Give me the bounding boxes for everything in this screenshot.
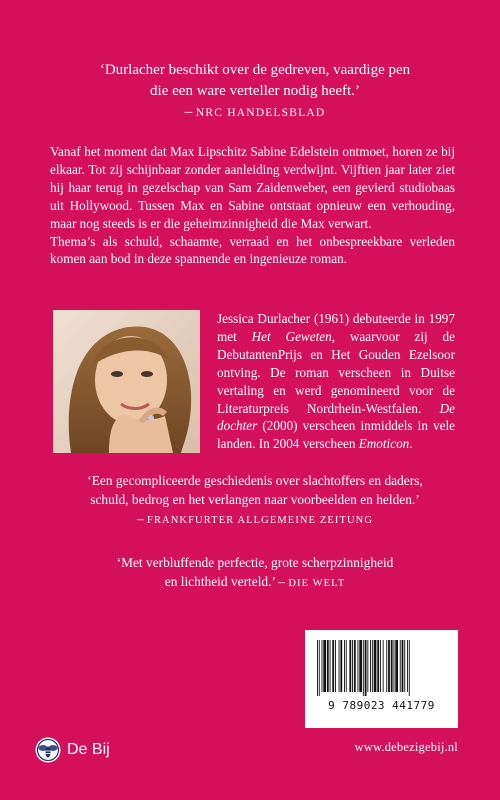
quote-line: ‘Een gecompliceerde geschiedenis over slachtoffers en daders, xyxy=(87,473,423,488)
barcode-bar xyxy=(323,640,326,692)
barcode-bar xyxy=(359,640,362,692)
barcode-bar xyxy=(346,640,347,692)
quote-line: schuld, bedrog en het verlangen naar voorbeelden en helden.’ xyxy=(90,492,420,507)
author-photo xyxy=(53,310,200,453)
quote-line: ‘Met verbluffende perfectie, grote scherpzinnigheid xyxy=(116,555,394,570)
quote-dash: – xyxy=(136,511,147,526)
book-blurb xyxy=(50,143,455,268)
barcode-bar xyxy=(374,640,377,692)
book-title: De dochter xyxy=(217,400,455,434)
barcode-bar xyxy=(402,640,404,692)
barcode-bar xyxy=(372,640,373,692)
book-title: Het Geweten xyxy=(251,328,332,344)
book-title: Emoticon xyxy=(358,436,410,452)
barcode-bar xyxy=(363,640,364,696)
barcode-bar xyxy=(367,640,368,692)
quote-dash: – xyxy=(184,104,196,120)
barcode-bar xyxy=(340,640,342,692)
barcode-bar xyxy=(400,640,401,692)
bio-text xyxy=(217,310,455,453)
isbn-barcode xyxy=(305,630,458,728)
barcode-bar xyxy=(332,640,334,692)
review-quote-faz xyxy=(50,471,460,530)
review-quote-nrc xyxy=(70,60,440,124)
barcode-bar xyxy=(349,640,351,692)
blurb-paragraph: Vanaf het moment dat Max Lipschitz Sabine Edelstein ontmoet, horen ze bij elkaar. Tot zij schijnbaar zonder aanleiding verdwijnt. Vijftien jaar later ziet hij haar terug in gezelschap van Sam Zaidenweber, een gevierd studiobaas uit Hollywood. Tussen Max en Sabine ontstaat opnieuw een verhouding, maar nog steeds is er die geheimzinnigheid die Max verwart. xyxy=(50,144,455,231)
barcode-bar xyxy=(327,640,329,692)
barcode-bar xyxy=(344,640,345,692)
barcode-bar xyxy=(394,640,395,692)
barcode-bar xyxy=(377,640,379,692)
barcode-bar xyxy=(380,640,381,692)
bio-segment: . xyxy=(409,436,413,452)
author-bio xyxy=(217,310,455,453)
barcode-bar xyxy=(352,640,353,692)
quote-line: en lichtheid verteld.’ xyxy=(164,574,279,589)
quote-source: DIE WELT xyxy=(288,578,346,589)
barcode-bar xyxy=(339,640,340,692)
barcode-bar xyxy=(407,640,408,692)
barcode-bar xyxy=(404,640,405,692)
barcode-bar xyxy=(409,640,410,696)
quote-source: NRC HANDELSBLAD xyxy=(195,107,326,119)
barcode-bar xyxy=(322,640,323,692)
barcode-bar xyxy=(370,640,371,692)
blurb-paragraph: Thema’s als schuld, schaamte, verraad en het onbespreekbare verleden komen aan bod in deze spannende en ingenieuze roman. xyxy=(50,233,455,267)
bee-emblem-icon xyxy=(35,737,61,763)
quote-source: FRANKFURTER ALLGEMEINE ZEITUNG xyxy=(147,515,374,526)
publisher-website: www.debezigebij.nl xyxy=(354,740,458,754)
author-portrait-icon xyxy=(53,310,200,453)
publisher-logo xyxy=(35,737,110,763)
barcode-bar xyxy=(319,640,320,696)
barcode-bar xyxy=(317,640,318,696)
quote-line: ‘Durlacher beschikt over de gedreven, vaardige pen xyxy=(99,62,411,78)
publisher-name: De Bij xyxy=(67,741,110,758)
barcode-bar xyxy=(335,640,336,692)
quote-dash: – xyxy=(278,574,289,589)
barcode-bar xyxy=(354,640,356,692)
barcode-bar xyxy=(330,640,331,692)
barcode-icon xyxy=(317,640,446,696)
bio-segment: , waarvoor zij de DebutantenPrijs en Het Gouden Ezelsoor ontving. De roman verscheen in Duitse vertaling en werd genomineerd voor de Literaturpreis Nordrhein-Westfalen. xyxy=(217,328,455,416)
barcode-bar xyxy=(388,640,390,692)
isbn-number: 9 789023 441779 xyxy=(328,699,435,712)
barcode-bar xyxy=(365,640,367,696)
bio-segment: (2000) verscheen inmiddels in vele landen. In 2004 verscheen xyxy=(217,418,455,452)
barcode-bar xyxy=(395,640,398,692)
barcode-bar xyxy=(358,640,359,692)
barcode-bar xyxy=(386,640,387,692)
barcode-bar xyxy=(383,640,384,692)
quote-line: die een ware verteller nodig heeft.’ xyxy=(150,83,360,99)
review-quote-die-welt xyxy=(50,553,460,593)
bio-segment: Jessica Durlacher (1961) debuteerde in 1997 met xyxy=(217,311,455,344)
barcode-bar xyxy=(391,640,393,692)
